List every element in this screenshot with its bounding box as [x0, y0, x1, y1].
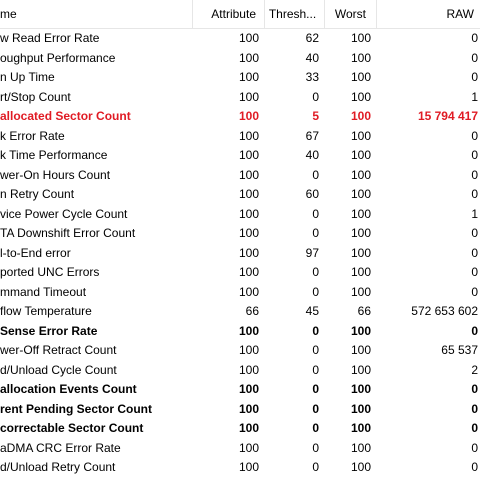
table-row[interactable]: [0, 341, 480, 361]
attribute-name-cell: aDMA CRC Error Rate: [0, 440, 121, 455]
attribute-value-cell: 100: [238, 50, 259, 65]
raw-value-cell: 1: [471, 206, 478, 221]
table-row[interactable]: [0, 224, 480, 244]
worst-value-cell: 100: [350, 128, 371, 143]
raw-value-cell: 0: [471, 245, 478, 260]
attribute-name-cell: vice Power Cycle Count: [0, 206, 128, 221]
attribute-value-cell: 100: [238, 440, 259, 455]
attribute-value-cell: 100: [238, 206, 259, 221]
column-header-name[interactable]: me: [0, 0, 193, 28]
raw-value-cell: 572 653 602: [411, 304, 478, 318]
attribute-name-cell: oughput Performance: [0, 50, 116, 65]
raw-value-cell: 0: [471, 31, 478, 45]
worst-value-cell: 100: [350, 206, 371, 221]
attribute-name-cell: allocation Events Count: [0, 382, 137, 396]
attribute-value-cell: 100: [238, 70, 259, 84]
threshold-value-cell: 0: [312, 265, 319, 279]
attribute-name-cell: allocated Sector Count: [0, 109, 131, 123]
attribute-value-cell: 100: [238, 226, 259, 240]
threshold-value-cell: 0: [312, 89, 319, 104]
worst-value-cell: 100: [350, 245, 371, 260]
attribute-name-cell: wer-Off Retract Count: [0, 343, 117, 357]
raw-value-cell: 65 537: [441, 343, 478, 357]
worst-value-cell: 100: [350, 89, 371, 104]
attribute-value-cell: 66: [245, 304, 259, 318]
column-header-threshold[interactable]: Thresh...: [265, 0, 325, 28]
attribute-name-cell: flow Temperature: [0, 304, 92, 318]
table-row[interactable]: [0, 458, 480, 478]
table-row[interactable]: [0, 185, 480, 205]
column-header-worst[interactable]: Worst: [325, 0, 377, 28]
table-row[interactable]: [0, 302, 480, 322]
worst-value-cell: 100: [350, 284, 371, 299]
threshold-value-cell: 0: [312, 401, 319, 416]
attribute-value-cell: 100: [238, 89, 259, 104]
threshold-value-cell: 62: [305, 31, 319, 45]
threshold-value-cell: 60: [305, 187, 319, 201]
raw-value-cell: 0: [471, 70, 478, 84]
attribute-value-cell: 100: [238, 31, 259, 45]
threshold-value-cell: 0: [312, 421, 319, 435]
threshold-value-cell: 5: [312, 109, 319, 123]
threshold-value-cell: 0: [312, 284, 319, 299]
table-row[interactable]: [0, 283, 480, 303]
table-row[interactable]: [0, 263, 480, 283]
attribute-value-cell: 100: [238, 109, 259, 123]
table-row[interactable]: [0, 127, 480, 147]
worst-value-cell: 100: [350, 382, 371, 396]
table-row[interactable]: [0, 29, 480, 49]
attribute-value-cell: 100: [238, 284, 259, 299]
worst-value-cell: 100: [350, 109, 371, 123]
raw-value-cell: 0: [471, 440, 478, 455]
attribute-value-cell: 100: [238, 245, 259, 260]
attribute-name-cell: wer-On Hours Count: [0, 167, 111, 182]
attribute-value-cell: 100: [238, 343, 259, 357]
attribute-value-cell: 100: [238, 167, 259, 182]
table-row[interactable]: [0, 400, 480, 420]
raw-value-cell: 0: [471, 50, 478, 65]
raw-value-cell: 2: [471, 362, 478, 377]
attribute-value-cell: 100: [238, 421, 259, 435]
raw-value-cell: 0: [471, 323, 478, 338]
table-row[interactable]: [0, 107, 480, 127]
worst-value-cell: 100: [350, 167, 371, 182]
raw-value-cell: 0: [471, 226, 478, 240]
column-header-attribute[interactable]: Attribute: [193, 0, 265, 28]
raw-value-cell: 0: [471, 265, 478, 279]
worst-value-cell: 100: [350, 50, 371, 65]
worst-value-cell: 66: [357, 304, 371, 318]
attribute-value-cell: 100: [238, 323, 259, 338]
threshold-value-cell: 0: [312, 226, 319, 240]
threshold-value-cell: 0: [312, 440, 319, 455]
attribute-name-cell: mmand Timeout: [0, 284, 87, 299]
raw-value-cell: 0: [471, 187, 478, 201]
worst-value-cell: 100: [350, 226, 371, 240]
raw-value-cell: 0: [471, 382, 478, 396]
table-row[interactable]: [0, 205, 480, 225]
table-row[interactable]: [0, 68, 480, 88]
attribute-value-cell: 100: [238, 128, 259, 143]
raw-value-cell: 0: [471, 148, 478, 162]
raw-value-cell: 0: [471, 460, 478, 474]
worst-value-cell: 100: [350, 460, 371, 474]
attribute-value-cell: 100: [238, 460, 259, 474]
worst-value-cell: 100: [350, 362, 371, 377]
table-body: [0, 29, 480, 478]
attribute-value-cell: 100: [238, 265, 259, 279]
threshold-value-cell: 0: [312, 362, 319, 377]
attribute-name-cell: d/Unload Retry Count: [0, 460, 116, 474]
attribute-value-cell: 100: [238, 362, 259, 377]
attribute-value-cell: 100: [238, 401, 259, 416]
attribute-name-cell: w Read Error Rate: [0, 31, 100, 45]
worst-value-cell: 100: [350, 70, 371, 84]
threshold-value-cell: 40: [305, 50, 319, 65]
table-row[interactable]: [0, 439, 480, 459]
table-row[interactable]: [0, 361, 480, 381]
worst-value-cell: 100: [350, 401, 371, 416]
worst-value-cell: 100: [350, 343, 371, 357]
raw-value-cell: 0: [471, 167, 478, 182]
attribute-name-cell: Sense Error Rate: [0, 323, 98, 338]
attribute-name-cell: l-to-End error: [0, 245, 71, 260]
worst-value-cell: 100: [350, 265, 371, 279]
attribute-name-cell: k Time Performance: [0, 148, 108, 162]
table-row[interactable]: [0, 380, 480, 400]
raw-value-cell: 1: [471, 89, 478, 104]
table-row[interactable]: [0, 322, 480, 342]
raw-value-cell: 0: [471, 128, 478, 143]
threshold-value-cell: 45: [305, 304, 319, 318]
table-row[interactable]: [0, 88, 480, 108]
threshold-value-cell: 40: [305, 148, 319, 162]
attribute-name-cell: n Up Time: [0, 70, 55, 84]
worst-value-cell: 100: [350, 323, 371, 338]
table-row[interactable]: [0, 49, 480, 69]
worst-value-cell: 100: [350, 421, 371, 435]
attribute-name-cell: d/Unload Cycle Count: [0, 362, 117, 377]
raw-value-cell: 0: [471, 284, 478, 299]
table-row[interactable]: [0, 419, 480, 439]
table-header: [0, 0, 480, 29]
raw-value-cell: 15 794 417: [417, 109, 478, 123]
worst-value-cell: 100: [350, 440, 371, 455]
table-row[interactable]: [0, 244, 480, 264]
worst-value-cell: 100: [350, 148, 371, 162]
threshold-value-cell: 0: [312, 460, 319, 474]
worst-value-cell: 100: [350, 31, 371, 45]
attribute-name-cell: rent Pending Sector Count: [0, 401, 153, 416]
threshold-value-cell: 0: [312, 206, 319, 221]
table-row[interactable]: [0, 146, 480, 166]
attribute-value-cell: 100: [238, 187, 259, 201]
threshold-value-cell: 67: [305, 128, 319, 143]
threshold-value-cell: 0: [312, 382, 319, 396]
attribute-name-cell: ported UNC Errors: [0, 265, 100, 279]
attribute-name-cell: rt/Stop Count: [0, 89, 71, 104]
attribute-value-cell: 100: [238, 382, 259, 396]
table-row[interactable]: [0, 166, 480, 186]
threshold-value-cell: 0: [312, 167, 319, 182]
worst-value-cell: 100: [350, 187, 371, 201]
threshold-value-cell: 97: [305, 245, 319, 260]
raw-value-cell: 0: [471, 421, 478, 435]
threshold-value-cell: 0: [312, 343, 319, 357]
threshold-value-cell: 0: [312, 323, 319, 338]
attribute-name-cell: correctable Sector Count: [0, 421, 144, 435]
attribute-value-cell: 100: [238, 148, 259, 162]
attribute-name-cell: k Error Rate: [0, 128, 65, 143]
threshold-value-cell: 33: [305, 70, 319, 84]
raw-value-cell: 0: [471, 401, 478, 416]
column-header-raw[interactable]: RAW: [446, 7, 474, 21]
attribute-name-cell: TA Downshift Error Count: [0, 226, 136, 240]
attribute-name-cell: n Retry Count: [0, 187, 75, 201]
